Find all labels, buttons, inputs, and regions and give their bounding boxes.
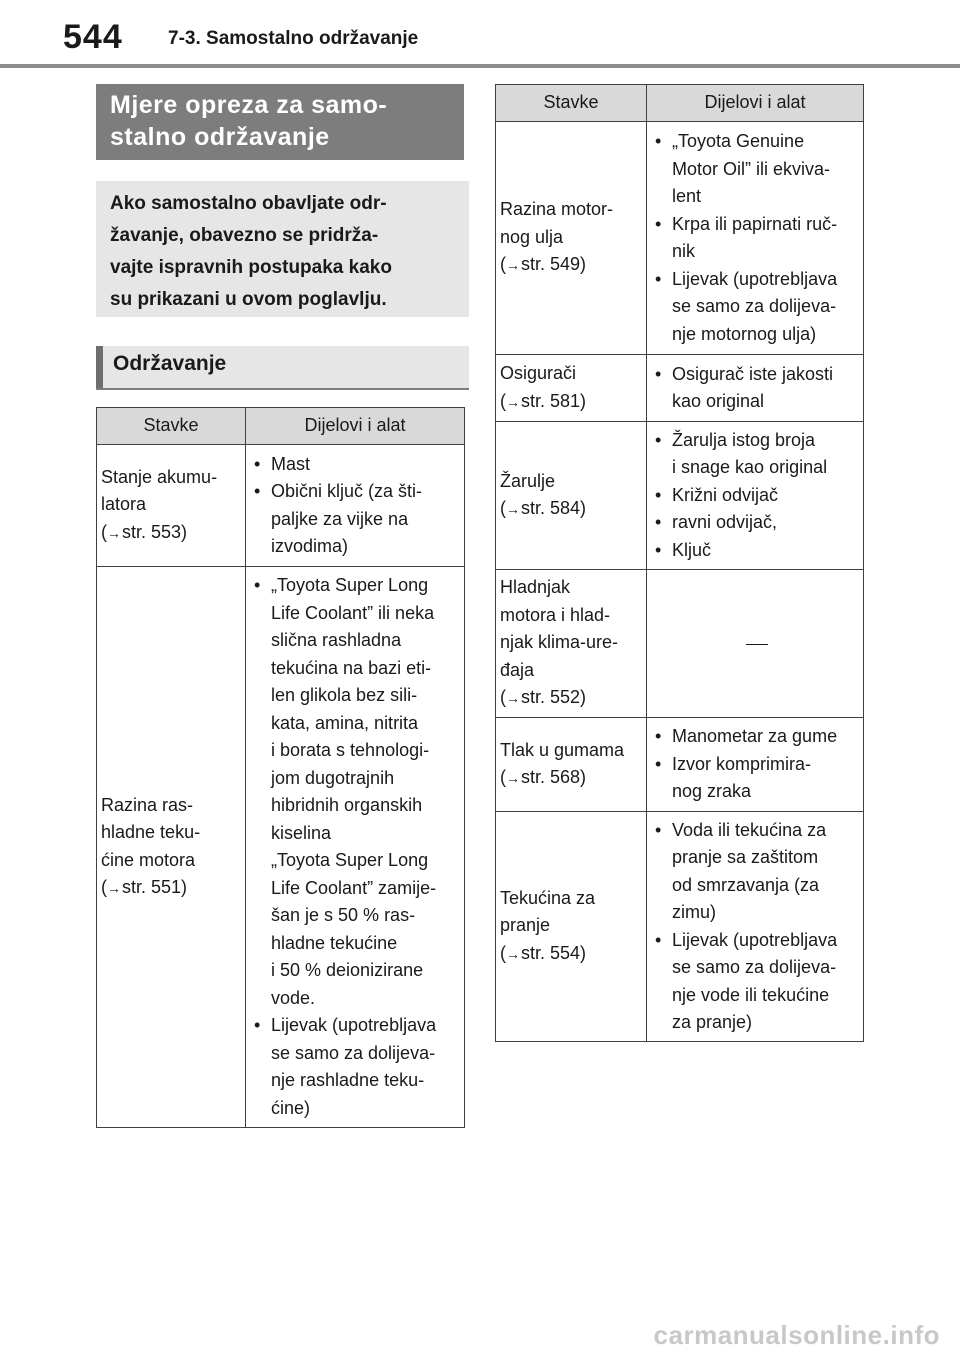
parts-list [655, 361, 859, 416]
site-watermark: carmanualsonline.info [653, 1320, 940, 1350]
arrow-right-icon: → [506, 501, 520, 517]
parts-list [655, 427, 859, 565]
column-header-parts: Dijelovi i alat [246, 408, 465, 445]
table-row [496, 355, 864, 422]
header-divider [0, 64, 960, 68]
page-header [0, 0, 960, 70]
parts-cell [246, 567, 465, 1128]
parts-line: • Obični ključ (za šti- [271, 481, 423, 501]
parts-list-item [254, 478, 460, 561]
parts-line: izvodima) [271, 536, 349, 556]
item-cell [496, 122, 647, 355]
parts-list [254, 451, 460, 561]
parts-list-item [655, 211, 859, 266]
parts-cell [246, 445, 465, 567]
parts-line: • Lijevak (upotrebljava [271, 1015, 437, 1035]
table-row [496, 570, 864, 718]
item-name-line: Razina motor- [500, 199, 614, 220]
parts-cell [647, 812, 864, 1042]
parts-cell [647, 570, 864, 718]
intro-line-4: su prikazani u ovom poglavlju. [110, 289, 387, 310]
column-header-items: Stavke [97, 408, 246, 445]
parts-line: tekućina na bazi eti- [271, 657, 432, 678]
parts-line: zimu) [672, 902, 716, 922]
parts-list-item [254, 572, 460, 1012]
parts-line: • Lijevak (upotrebljava [672, 268, 838, 289]
arrow-right-icon: → [107, 880, 121, 896]
table-row [496, 812, 864, 1042]
item-cell [496, 422, 647, 570]
parts-line: • Mast [271, 453, 311, 474]
intro-line-3: vajte ispravnih postupaka kako [110, 257, 392, 278]
page-reference-text: str. 549 [521, 254, 581, 275]
parts-line: nje rashladne teku- [271, 1070, 425, 1090]
parts-line: nik [672, 241, 696, 261]
page-reference: (→str. 568) [500, 767, 587, 787]
parts-list-item [655, 266, 859, 349]
parts-list-item [655, 427, 859, 482]
item-name-line: Stanje akumu- [101, 466, 218, 487]
page-reference-text: str. 568 [521, 767, 581, 787]
parts-line: paljke za vijke na [271, 508, 409, 529]
page-reference-text: str. 554 [521, 942, 581, 963]
arrow-right-icon: → [506, 393, 520, 410]
item-name-line: nog ulja [500, 226, 564, 247]
parts-line: • Osigurač iste jakosti [672, 363, 834, 384]
item-name-line: đaja [500, 659, 535, 680]
maintenance-table-left [96, 407, 465, 1128]
parts-list-item [655, 482, 859, 510]
parts-list-item [655, 817, 859, 927]
parts-line: Life Coolant” ili neka [271, 602, 435, 623]
maintenance-heading-text: Održavanje [113, 352, 227, 375]
item-name-line: latora [101, 494, 147, 515]
parts-line: i borata s tehnologi- [271, 740, 430, 760]
item-name-line: motora i hlad- [500, 604, 611, 625]
item-cell [496, 718, 647, 812]
table-row [97, 445, 465, 567]
item-name-line: Tekućina za [500, 887, 596, 908]
parts-line: • Izvor komprimira- [672, 753, 812, 774]
parts-line: • Manometar za gume [672, 726, 838, 747]
arrow-right-icon: → [506, 690, 520, 707]
parts-line: • Križni odvijač [672, 484, 779, 505]
page-reference-text: str. 553 [122, 521, 182, 542]
page-reference: (→str. 552) [500, 687, 587, 708]
parts-line: • Voda ili tekućina za [672, 819, 827, 840]
parts-list-item [254, 451, 460, 479]
title-line-2: stalno održavanje [110, 123, 330, 151]
page-reference: (→str. 551) [101, 877, 188, 897]
parts-line: se samo za dolijeva- [271, 1042, 436, 1063]
parts-list-item [655, 128, 859, 211]
parts-line: pranje sa zaštitom [672, 847, 819, 867]
parts-line: slična rashladna [271, 630, 402, 650]
parts-list-item [655, 537, 859, 565]
parts-line: • Krpa ili papirnati ruč- [672, 213, 838, 234]
arrow-right-icon: → [506, 770, 520, 786]
table-row [496, 718, 864, 812]
intro-paragraph [96, 181, 469, 317]
parts-line: hladne tekućine [271, 932, 398, 953]
item-name-line: pranje [500, 915, 551, 936]
parts-line: od smrzavanja (za [672, 874, 820, 895]
page-reference: (→str. 581) [500, 390, 587, 411]
parts-line: • „Toyota Super Long [271, 575, 429, 595]
item-cell [496, 570, 647, 718]
arrow-right-icon: → [506, 257, 520, 274]
table-body-left [97, 445, 465, 1128]
parts-line: • ravni odvijač, [672, 512, 778, 533]
parts-line: jom dugotrajnih [271, 767, 395, 788]
parts-line: šan je s 50 % ras- [271, 905, 416, 925]
parts-line: nog zraka [672, 781, 752, 802]
page-reference-text: str. 584 [521, 498, 581, 518]
parts-line: nje motornog ulja) [672, 323, 817, 344]
page-number: 544 [63, 18, 123, 56]
parts-list [655, 128, 859, 348]
parts-line: kata, amina, nitrita [271, 712, 419, 733]
parts-line: se samo za dolijeva- [672, 296, 837, 316]
section-title-box [96, 84, 464, 160]
parts-line: ćine) [271, 1097, 311, 1118]
item-name-line: Osigurači [500, 363, 577, 383]
item-name-line: hladne teku- [101, 822, 201, 842]
table-header-row [496, 85, 864, 122]
parts-list-item [655, 723, 859, 751]
table-row [496, 422, 864, 570]
table-row [97, 567, 465, 1128]
intro-line-2: žavanje, obavezno se pridrža- [110, 225, 379, 246]
parts-line: za pranje) [672, 1012, 753, 1032]
item-cell [496, 355, 647, 422]
parts-line: Life Coolant” zamije- [271, 877, 437, 898]
item-cell [97, 567, 246, 1128]
arrow-right-icon: → [506, 945, 520, 962]
parts-line: kao original [672, 391, 765, 411]
chapter-title: 7-3. Samostalno održavanje [168, 28, 419, 49]
item-name-line: Tlak u gumama [500, 739, 625, 760]
column-header-parts: Dijelovi i alat [647, 85, 864, 122]
title-line-1: Mjere opreza za samo- [110, 91, 388, 119]
column-header-items: Stavke [496, 85, 647, 122]
parts-line: i snage kao original [672, 457, 828, 478]
arrow-right-icon: → [107, 524, 121, 541]
parts-line: i 50 % deionizirane [271, 960, 424, 980]
parts-list-item [655, 361, 859, 416]
parts-list-item [655, 509, 859, 537]
parts-line: • „Toyota Genuine [672, 131, 805, 151]
parts-line: se samo za dolijeva- [672, 957, 837, 977]
parts-cell [647, 422, 864, 570]
section-divider [96, 388, 469, 390]
maintenance-heading [96, 346, 469, 390]
page-reference: (→str. 553) [101, 521, 188, 542]
parts-line: nje vode ili tekućine [672, 984, 830, 1005]
parts-line: vode. [271, 987, 316, 1008]
maintenance-table-right [495, 84, 864, 1042]
parts-line: • Ključ [672, 539, 712, 560]
parts-line: „Toyota Super Long [271, 850, 429, 870]
item-name-line: Razina ras- [101, 794, 194, 815]
page-reference: (→str. 549) [500, 254, 587, 275]
parts-cell [647, 122, 864, 355]
table-row [496, 122, 864, 355]
parts-list-item [254, 1012, 460, 1122]
page-reference: (→str. 584) [500, 498, 587, 518]
parts-line: • Žarulja istog broja [672, 429, 816, 450]
item-name-line: Žarulje [500, 470, 556, 491]
item-name-line: njak klima-ure- [500, 632, 619, 653]
item-name-line: ćine motora [101, 849, 196, 870]
page-reference-text: str. 552 [521, 687, 581, 708]
not-applicable-dash [746, 644, 768, 645]
item-cell [496, 812, 647, 1042]
parts-list [254, 572, 460, 1122]
parts-line: kiselina [271, 822, 332, 843]
parts-list [655, 817, 859, 1037]
parts-cell [647, 718, 864, 812]
parts-list [655, 723, 859, 806]
parts-line: hibridnih organskih [271, 795, 423, 815]
table-header-row [97, 408, 465, 445]
parts-line: lent [672, 186, 702, 206]
parts-list-item [655, 927, 859, 1037]
intro-line-1: Ako samostalno obavljate odr- [110, 193, 387, 214]
parts-line: • Lijevak (upotrebljava [672, 929, 838, 950]
table-body-right [496, 122, 864, 1042]
parts-list-item [655, 751, 859, 806]
item-name-line: Hladnjak [500, 577, 571, 598]
page-reference: (→str. 554) [500, 942, 587, 963]
item-cell [97, 445, 246, 567]
parts-line: len glikola bez sili- [271, 685, 418, 705]
page-reference-text: str. 551 [122, 877, 182, 897]
page-reference-text: str. 581 [521, 390, 581, 411]
parts-cell [647, 355, 864, 422]
parts-line: Motor Oil” ili ekviva- [672, 158, 831, 179]
